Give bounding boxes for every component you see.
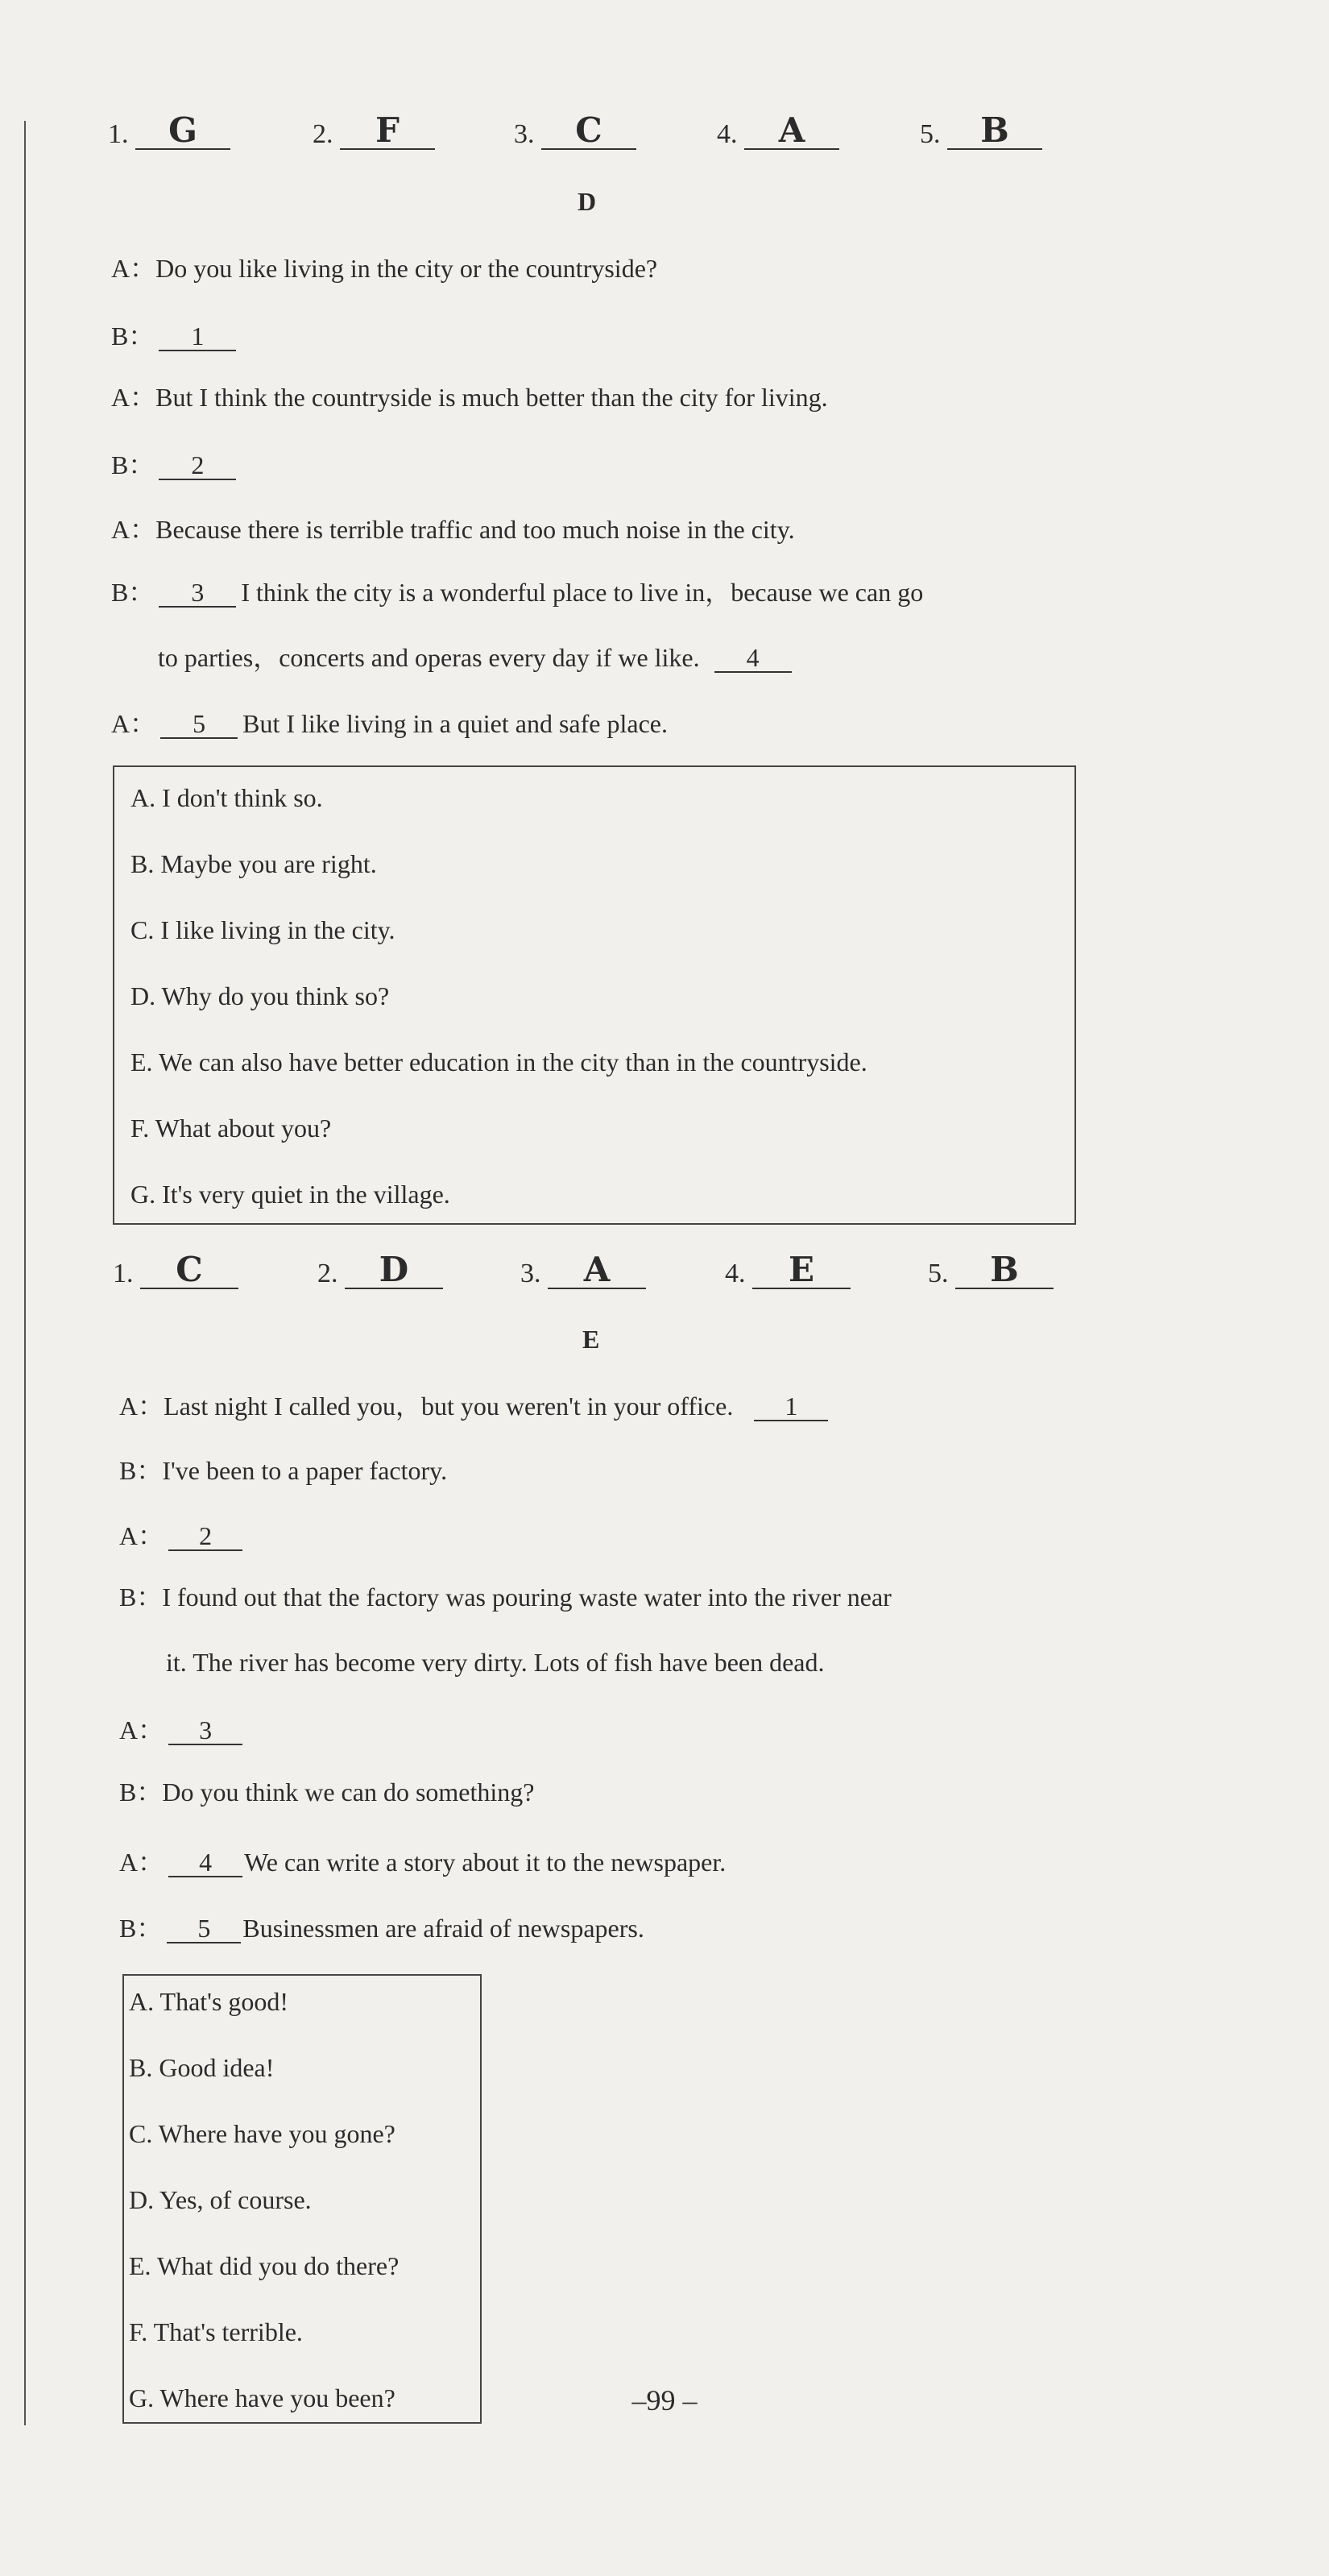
answer-item [920,110,1042,150]
dialogue-line: A：Do you like living in the city or the countryside? [111,254,658,283]
answer-item [313,110,435,150]
option-item: B. Good idea! [129,2053,275,2082]
answer-letter: B [947,113,1042,150]
dialogue-line: it. The river has become very dirty. Lots of fish have been dead. [166,1648,825,1677]
answer-item [520,1252,646,1289]
speaker-label: A： [119,1521,164,1550]
answer-row-e [113,1252,1079,1300]
dialogue-line [158,641,797,674]
answer-number: 4. [725,1259,746,1288]
option-item: G. Where have you been? [129,2383,395,2412]
blank-number: 5 [160,710,238,739]
answer-item [717,110,839,150]
option-item: D. Why do you think so? [130,981,390,1010]
blank-number: 1 [159,322,236,351]
blank-number: 4 [714,644,792,673]
option-item: F. That's terrible. [129,2317,303,2346]
answer-letter: F [340,113,435,150]
page-number: –99 – [631,2384,698,2416]
answer-letter: G [135,113,230,150]
answer-row-d [108,110,1074,161]
option-item: A. That's good! [129,1987,289,2016]
answer-letter: C [140,1252,238,1289]
dialogue-line [111,576,923,608]
answer-number: 4. [717,119,738,149]
option-item: B. Maybe you are right. [130,849,377,878]
blank-number: 2 [159,451,236,480]
answer-number: 2. [317,1259,338,1288]
answer-item [317,1252,443,1289]
margin-rule [24,121,26,2425]
dialogue-line [119,1714,247,1746]
option-item: F. What about you? [130,1114,332,1143]
answer-item [514,110,636,150]
answer-number: 1. [113,1259,134,1288]
option-item: D. Yes, of course. [129,2185,312,2214]
dialogue-line [111,707,668,740]
options-box-e [122,1974,482,2424]
blank-number: 3 [159,579,236,608]
dialogue-line [119,1846,726,1878]
dialogue-line [111,320,241,352]
blank-number: 2 [168,1522,242,1551]
dialogue-text: Businessmen are afraid of newspapers. [242,1914,644,1943]
answer-number: 3. [520,1259,541,1288]
dialogue-text: I think the city is a wonderful place to live in，because we can go [241,578,924,607]
speaker-label: A： [119,1715,164,1744]
section-heading-e: E [582,1325,600,1354]
dialogue-line [119,1520,247,1552]
option-item: C. I like living in the city. [130,915,395,944]
option-item: G. It's very quiet in the village. [130,1180,450,1209]
dialogue-line: B：I found out that the factory was pouring waste water into the river near [119,1583,892,1612]
option-item: C. Where have you gone? [129,2119,395,2148]
dialogue-text: to parties，concerts and operas every day if we like. [158,643,700,672]
answer-number: 5. [928,1259,949,1288]
option-item: E. What did you do there? [129,2251,400,2280]
dialogue-line: A：Because there is terrible traffic and too much noise in the city. [111,515,795,544]
dialogue-line: B：I've been to a paper factory. [119,1456,448,1485]
speaker-label: A： [119,1848,164,1877]
option-item: A. I don't think so. [130,783,323,812]
answer-item [725,1252,851,1289]
answer-letter: C [541,113,636,150]
answer-item [928,1252,1054,1289]
speaker-label: A： [111,709,156,738]
answer-letter: A [548,1252,646,1289]
options-box-d [113,765,1076,1225]
answer-number: 5. [920,119,941,149]
dialogue-line [119,1390,833,1422]
blank-number: 3 [168,1716,242,1745]
blank-number: 1 [754,1392,828,1421]
dialogue-line: A：But I think the countryside is much better than the city for living. [111,383,828,412]
option-item: E. We can also have better education in the city than in the countryside. [130,1047,867,1076]
dialogue-text: A：Last night I called you，but you weren't in your office. [119,1392,734,1421]
speaker-label: B： [111,578,155,607]
answer-number: 1. [108,119,129,149]
dialogue-line: B：Do you think we can do something? [119,1777,535,1807]
answer-letter: D [345,1252,443,1289]
speaker-label: B： [119,1914,163,1943]
answer-letter: A [744,113,839,150]
answer-item [113,1252,238,1289]
section-heading-d: D [578,187,597,216]
answer-number: 2. [313,119,333,149]
dialogue-line [119,1912,644,1944]
answer-letter: E [752,1252,851,1289]
answer-letter: B [955,1252,1054,1289]
answer-item [108,110,230,150]
answer-number: 3. [514,119,535,149]
blank-number: 5 [167,1914,241,1943]
blank-number: 4 [168,1848,242,1877]
dialogue-line [111,449,241,481]
speaker-label: B： [111,450,155,479]
dialogue-text: We can write a story about it to the newspaper. [244,1848,727,1877]
speaker-label: B： [111,321,155,351]
dialogue-text: But I like living in a quiet and safe place. [242,709,668,738]
